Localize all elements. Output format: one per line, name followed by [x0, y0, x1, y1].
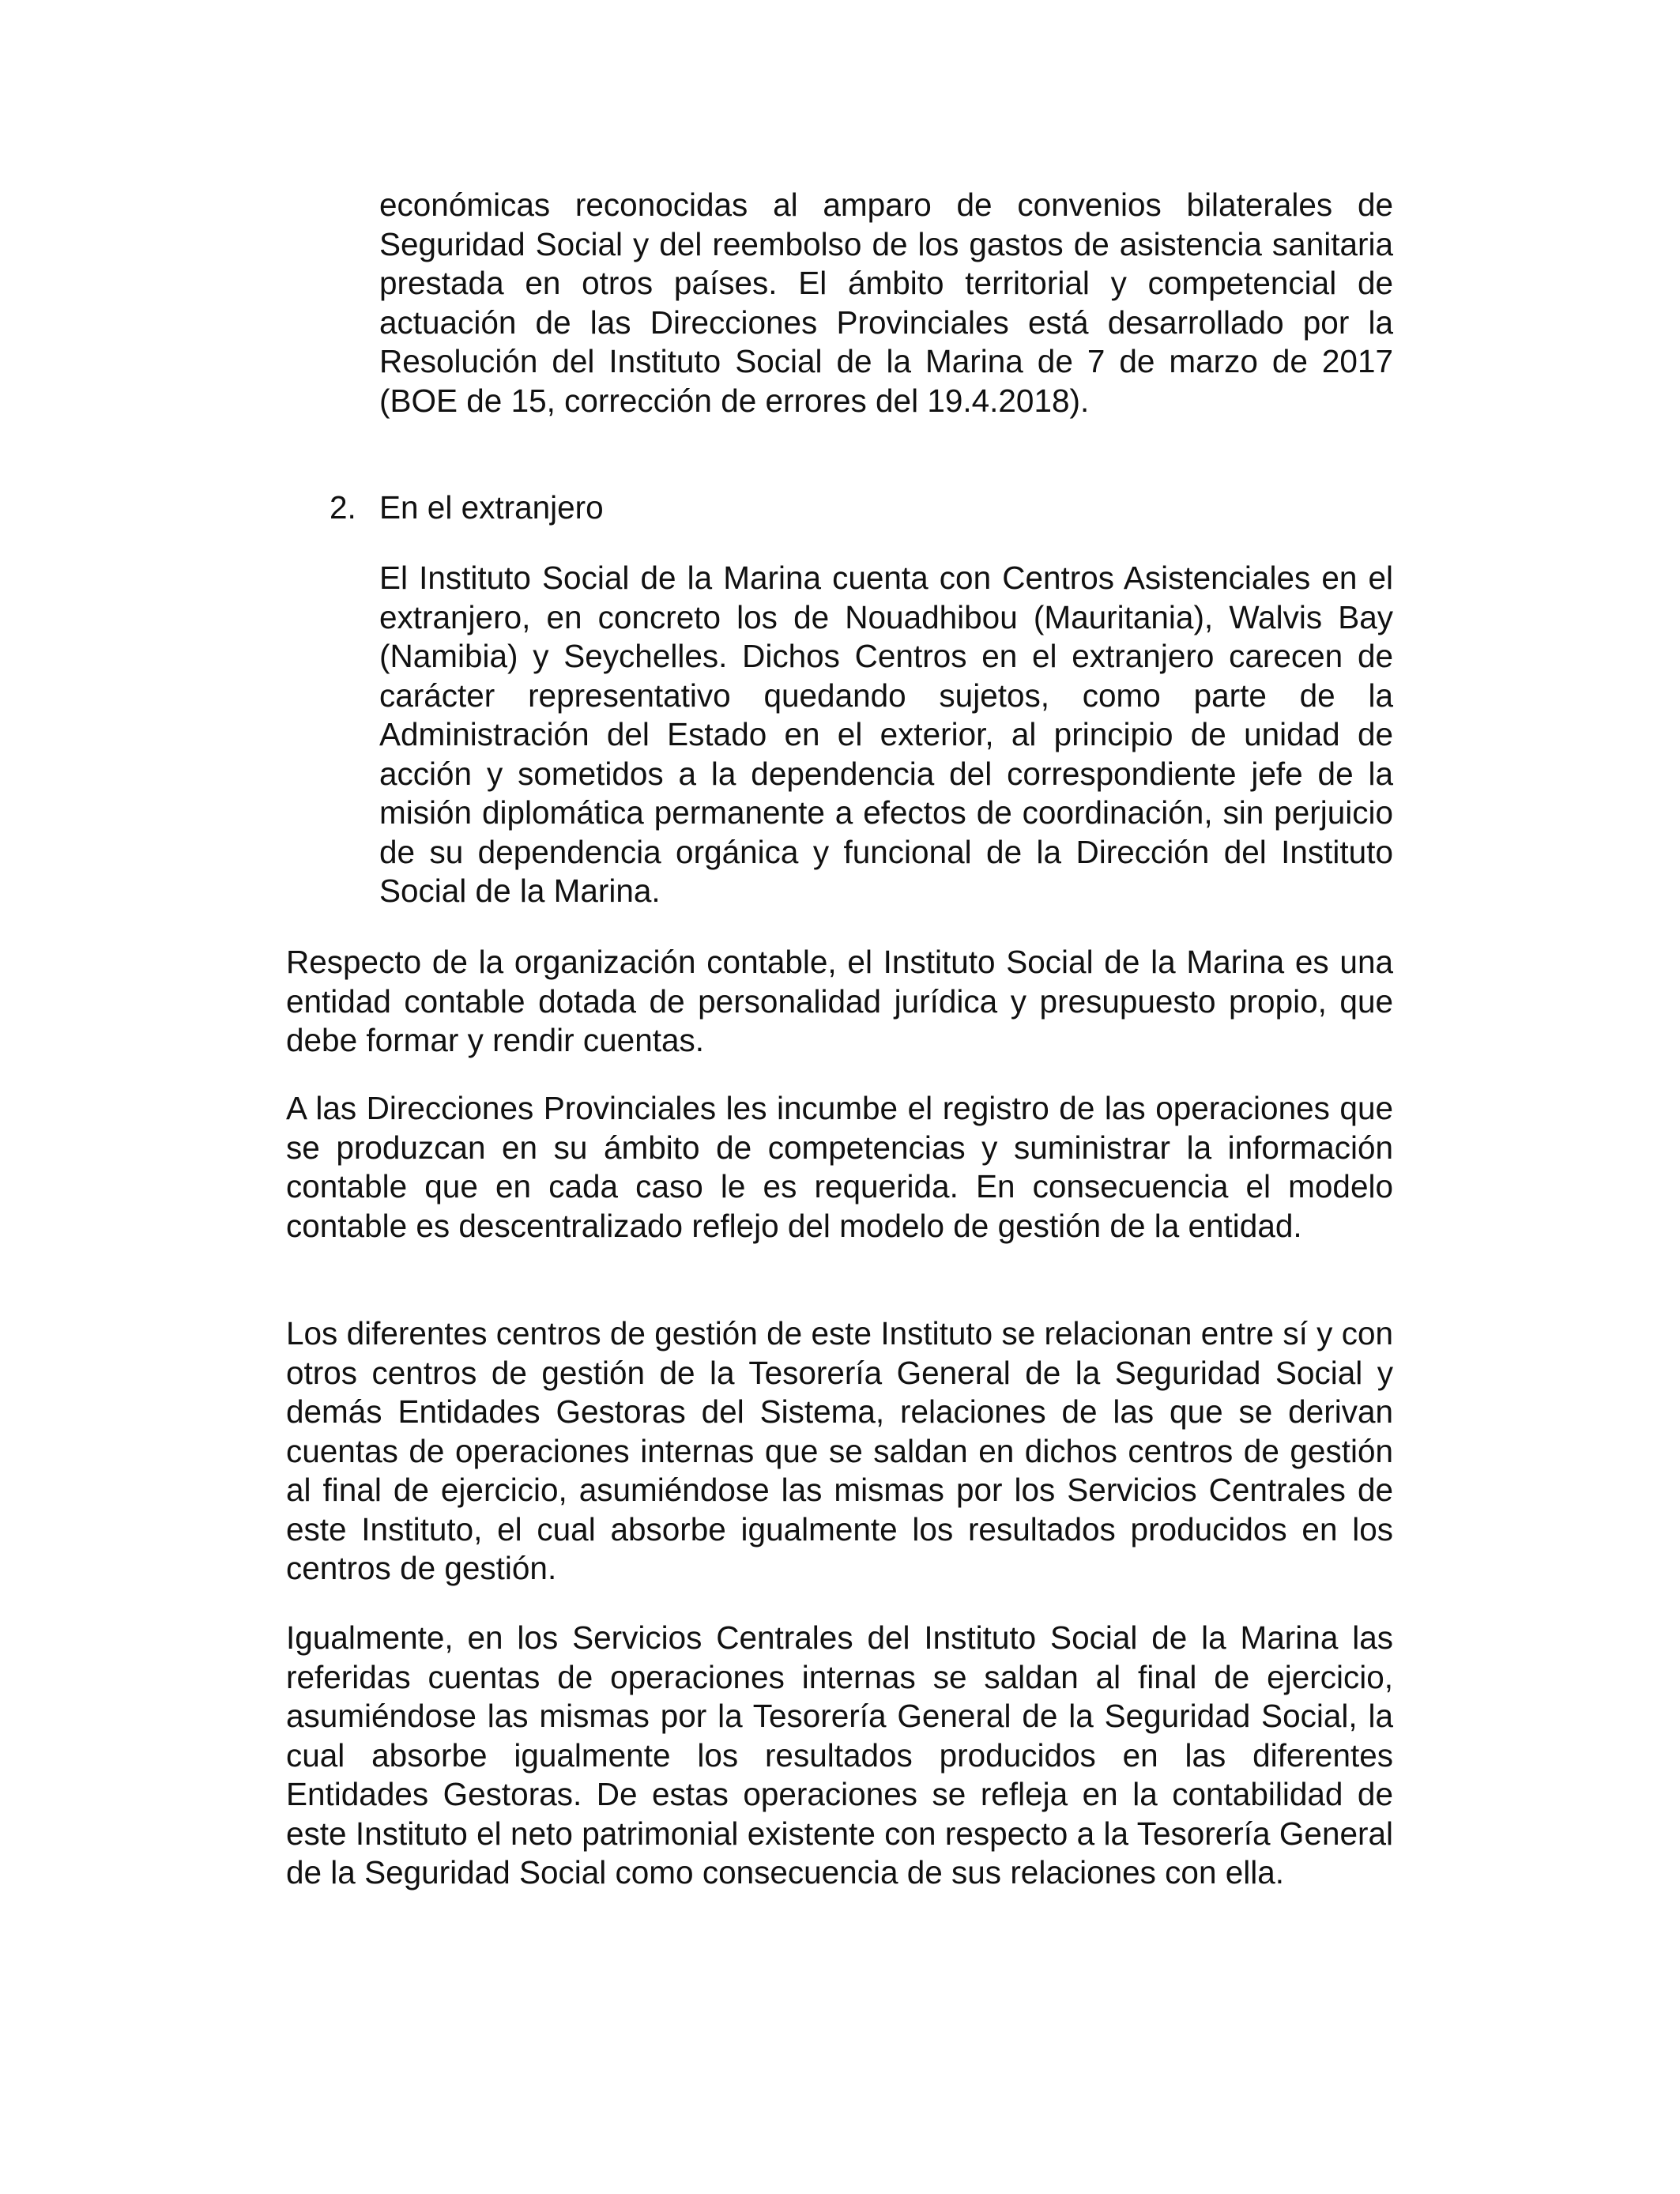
- paragraph-organizacion-contable: Respecto de la organización contable, el Instituto Social de la Marina es una entidad contable dotada de personalidad jurídica y presupuesto propio, que debe formar y rendir cuentas.: [286, 944, 1393, 1058]
- paragraph-servicios-centrales: Igualmente, en los Servicios Centrales del Instituto Social de la Marina las referidas cuentas de operaciones internas se saldan al final de ejercicio, asumiéndose las mismas por la Tesorería General de la Seguridad Social, la cual absorbe igualmente los resultados producidos en las diferentes Entidades Gestoras. De estas operaciones se refleja en la contabilidad de este Instituto el neto patrimonial existente con respecto a la Tesorería General de la Seguridad Social como consecuencia de sus relaciones con ella.: [286, 1619, 1393, 1891]
- paragraph-centros-de-gestion: Los diferentes centros de gestión de este Instituto se relacionan entre sí y con otros centros de gestión de la Tesorería General de la Seguridad Social y demás Entidades Gestoras del Sistema, relaciones de las que se derivan cuentas de operaciones internas que se saldan en dichos centros de gestión al final de ejercicio, asumiéndose las mismas por los Servicios Centrales de este Instituto, el cual absorbe igualmente los resultados producidos en los centros de gestión.: [286, 1315, 1393, 1586]
- list-item-paragraph: El Instituto Social de la Marina cuenta con Centros Asistenciales en el extranjero, en concreto los de Nouadhibou (Mauritania), Walvis Bay (Namibia) y Seychelles. Dichos Centros en el extranjero carecen de carácter representativo quedando sujetos, como parte de la Administración del Estado en el exterior, al principio de unidad de acción y sometidos a la dependencia del correspondiente jefe de la misión diplomática permanente a efectos de coordinación, sin perjuicio de su dependencia orgánica y funcional de la Dirección del Instituto Social de la Marina.: [379, 560, 1393, 909]
- list-item-heading: En el extranjero: [379, 489, 604, 526]
- continuation-paragraph: económicas reconocidas al amparo de convenios bilaterales de Seguridad Social y del reembolso de los gastos de asistencia sanitaria prestada en otros países. El ámbito territorial y competencial de actuación de las Direcciones Provinciales está desarrollado por la Resolución del Instituto Social de la Marina de 7 de marzo de 2017 (BOE de 15, corrección de errores del 19.4.2018).: [379, 187, 1393, 419]
- paragraph-direcciones-provinciales: A las Direcciones Provinciales les incumbe el registro de las operaciones que se produzcan en su ámbito de competencias y suministrar la información contable que en cada caso le es requerida. En consecuencia el modelo contable es descentralizado reflejo del modelo de gestión de la entidad.: [286, 1090, 1393, 1244]
- list-item-number: 2.: [330, 489, 356, 526]
